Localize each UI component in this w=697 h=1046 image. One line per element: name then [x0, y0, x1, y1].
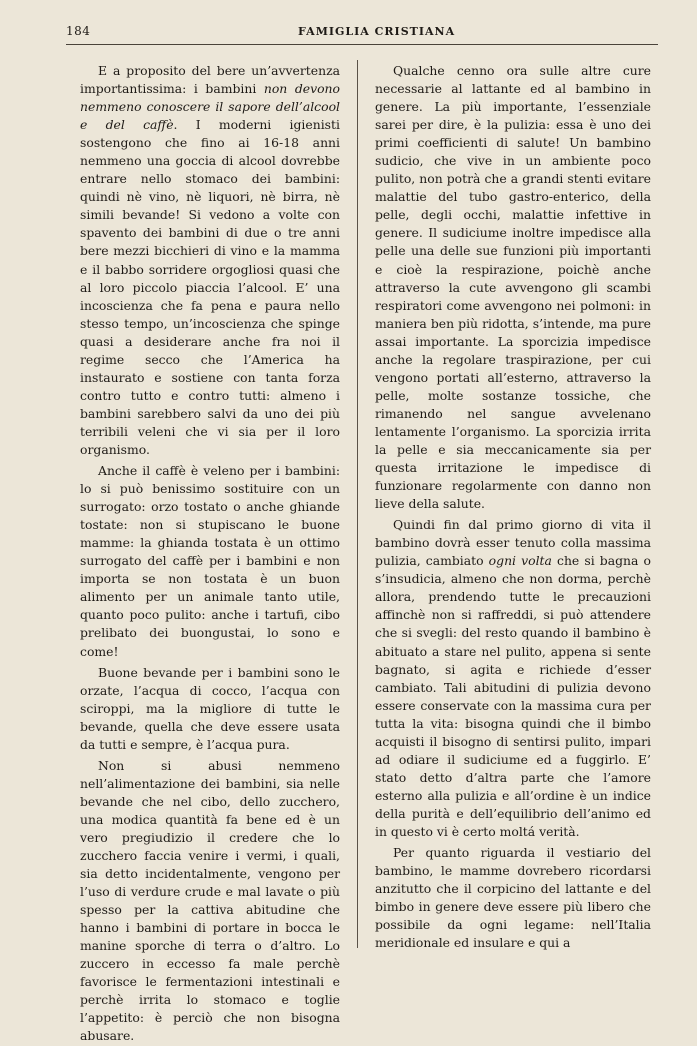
paragraph-coffee: Anche il caffè è veleno per i bambini: lo si può benissimo sostituire con un surrogato: orzo tostato o anche ghiande tostate: non si stupiscano le buone mamme: la ghianda tostata è un ottimo surrogato del caffè per i bambini e non importa se non tostata è un buon alimento per un animale tanto utile, quanto poco pulito: anche i tartufi, cibo prelibato dei buongustai, lo sono e come! [80, 463, 340, 659]
paragraph-alcohol-emphasis: non devono nemmeno conoscere il sapore dell’alcool e del caffè [80, 81, 340, 133]
paragraph-hygiene-emphasis: ogni volta [488, 553, 552, 569]
paragraph-hygiene-text-end: che si bagna o s’insudicia, almeno che non dorma, perchè allora, prendendo tutte le precauzioni affinchè non si raffreddi, si può attendere che si svegli: del resto quando il bambino è abituato a stare nel pulito, appena si sente bagnato, si agita e richiede d’esser cambiato. Tali abitudini di pulizia devono essere conservate con la massima cura per tutta la vita: bisogna quindi che il bimbo acquisti il bisogno di sentirsi pulito, impari ad odiare il sudiciume ed a fuggirlo. E’ stato detto d’altra parte che l’amore esterno alla pulizia e all’ordine è un indice della purità e dell’equilibrio dell’animo ed in questo vi è certo moltá verità. [375, 553, 651, 839]
right-column [375, 62, 651, 952]
column-divider [357, 60, 358, 948]
left-column [80, 62, 340, 1046]
page-number: 184 [66, 24, 91, 38]
running-title: FAMIGLIA CRISTIANA [298, 25, 456, 38]
paragraph-alcohol [80, 62, 340, 459]
paragraph-drinks: Buone bevande per i bambini sono le orzate, l’acqua di cocco, l’acqua con sciroppi, ma la migliore di tutte le bevande, quella che deve essere usata da tutti e sempre, è l’acqua pura. [80, 664, 340, 752]
paragraph-hygiene-habits [375, 516, 651, 841]
paragraph-alcohol-text-end: . I moderni igienisti sostengono che fino ai 16-18 anni nemmeno una goccia di alcool dovrebbe entrare nello stomaco dei bambini: quindi nè vino, nè liquori, nè birra, nè simili bevande! Si vedono a volte con spavento dei bambini di due o tre anni bere mezzi bicchieri di vino e la mamma e il babbo sorridere orgogliosi quasi che al loro piccolo piaccia l’alcool. E’ una incoscienza che fa pena e paura nello stesso tempo, un’incoscienza che spinge quasi a desiderare anche fra noi il regime secco che l’America ha instaurato e sostiene con tanta forza contro tutto e contro tutti: almeno i bambini sarebbero salvi da uno dei più terribili veleni che vi sia per il loro organismo. [80, 117, 340, 457]
page-header [66, 24, 658, 44]
paragraph-cleanliness: Qualche cenno ora sulle altre cure necessarie al lattante ed al bambino in genere. La più importante, l’essenziale sarei per dire, è la pulizia: essa è uno dei primi coefficienti di salute! Un bambino sudicio, che vive in un ambiente poco pulito, non potrà che a grandi stenti evitare malattie del tubo gastro-enterico, della pelle, degli occhi, malattie infettive in genere. Il sudiciume inoltre impedisce alla pelle una delle sue funzioni più importanti e cioè la respirazione, poichè anche attraverso la cute avvengono gli scambi respiratori come avvengono nei polmoni: in maniera ben più ridotta, s’intende, ma pure assai importante. La sporcizia impedisce anche la regolare traspirazione, per cui vengono portati all’esterno, attraverso la pelle, molte sostanze tossiche, che rimanendo nel sangue avvelenano lentamente l’organismo. La sporcizia irrita la pelle e sia meccanicamente sia per questa irritazione le impedisce di funzionare regolarmente con danno non lieve della salute. [375, 63, 651, 512]
paragraph-hygiene-text-start: Quindi fin dal primo giorno di vita il bambino dovrà esser tenuto colla massima pulizia, cambiato [375, 517, 651, 569]
paragraph-clothing: Per quanto riguarda il vestiario del bambino, le mamme dovrebero ricordarsi anzitutto che il corpicino del lattante e del bimbo in genere deve essere più libero che possibile da ogni legame: nell’Italia meridionale ed insulare e qui a [375, 845, 651, 951]
header-rule [66, 44, 658, 45]
paragraph-sugar: Non si abusi nemmeno nell’alimentazione dei bambini, sia nelle bevande che nel cibo, dello zucchero, una modica quantità fa bene ed è un vero pregiudizio il credere che lo zucchero faccia venire i vermi, i quali, sia detto incidentalmente, vengono per l’uso di verdure crude e mal lavate o più spesso per la cattiva abitudine che hanno i bambini di portare in bocca le manine sporche di terra o d’altro. Lo zuccero in eccesso fa male perchè favorisce le fermentazioni intestinali e perchè irrita lo stomaco e toglie l’appetito: è perciò che non bisogna abusare. [80, 757, 340, 1044]
paragraph-alcohol-text-start: E a proposito del bere un’avvertenza importantissima: i bambini [80, 63, 340, 97]
